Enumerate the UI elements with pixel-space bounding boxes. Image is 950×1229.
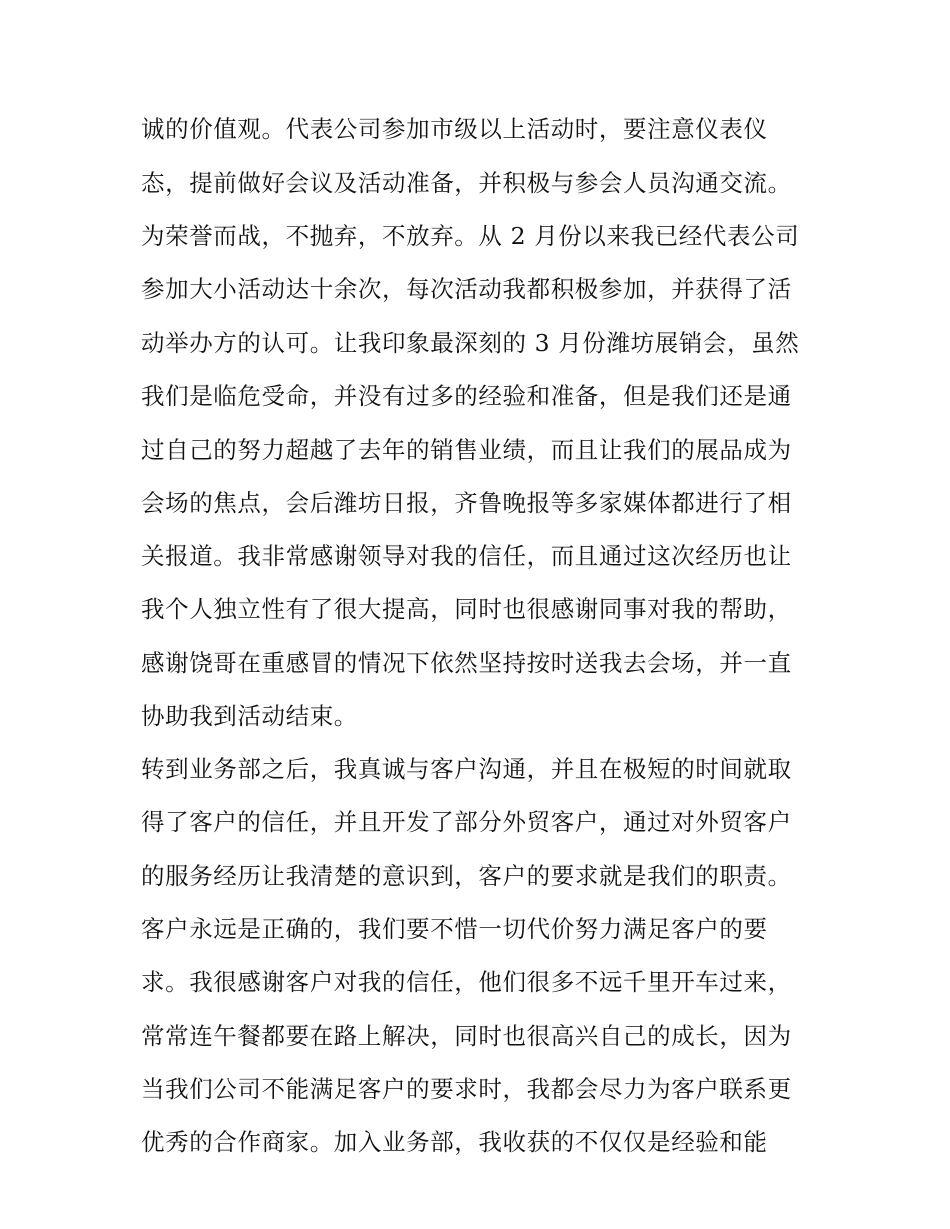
text-line: 当我们公司不能满足客户的要求时，我都会尽力为客户联系更 [141,1075,792,1103]
text-line: 常常连午餐都要在路上解决，同时也很高兴自己的成长，因为 [141,1022,792,1050]
text-line: 为荣誉而战，不抛弃，不放弃。从 2 月份以来我已经代表公司 [141,222,800,250]
text-line: 动举办方的认可。让我印象最深刻的 3 月份潍坊展销会，虽然 [141,329,800,357]
text-line: 过自己的努力超越了去年的销售业绩，而且让我们的展品成为 [141,436,792,464]
text-line: 态，提前做好会议及活动准备，并积极与参会人员沟通交流。 [141,169,792,197]
text-line: 客户永远是正确的，我们要不惜一切代价努力满足客户的要 [141,915,768,943]
text-line: 会场的焦点，会后潍坊日报，齐鲁晚报等多家媒体都进行了相 [141,489,792,517]
text-line: 求。我很感谢客户对我的信任，他们很多不远千里开车过来， [141,968,792,996]
text-line: 诚的价值观。代表公司参加市级以上活动时，要注意仪表仪 [141,115,768,143]
text-line: 关报道。我非常感谢领导对我的信任，而且通过这次经历也让 [141,542,792,570]
text-line: 参加大小活动达十余次，每次活动我都积极参加，并获得了活 [141,275,792,303]
text-line: 感谢饶哥在重感冒的情况下依然坚持按时送我去会场，并一直 [141,649,792,677]
text-line: 得了客户的信任，并且开发了部分外贸客户，通过对外贸客户 [141,808,792,836]
text-line: 转到业务部之后，我真诚与客户沟通，并且在极短的时间就取 [141,755,792,783]
text-line: 我们是临危受命，并没有过多的经验和准备，但是我们还是通 [141,382,792,410]
text-line: 协助我到活动结束。 [141,702,358,730]
text-line: 优秀的合作商家。加入业务部，我收获的不仅仅是经验和能 [141,1128,768,1156]
text-line: 的服务经历让我清楚的意识到，客户的要求就是我们的职责。 [141,862,792,890]
text-line: 我个人独立性有了很大提高，同时也很感谢同事对我的帮助， [141,595,792,623]
